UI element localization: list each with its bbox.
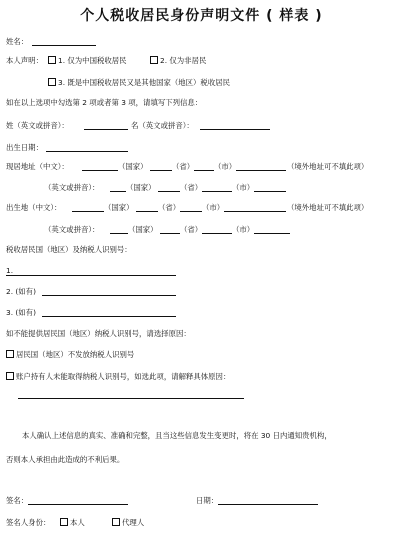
birth-province-en-text: （省） <box>180 225 203 234</box>
current-city-en-field[interactable] <box>202 191 232 192</box>
current-country-en-field[interactable] <box>110 191 126 192</box>
birth-country-field[interactable] <box>72 211 104 212</box>
checkbox[interactable] <box>150 56 158 64</box>
checkbox[interactable] <box>48 78 56 86</box>
tax-country-label: 税收居民国（地区）及纳税人识别号： <box>6 245 132 254</box>
signer-agent-text: 代理人 <box>122 518 145 527</box>
checkbox[interactable] <box>6 350 14 358</box>
birthplace-note: （境外地址可不填此项） <box>287 203 369 212</box>
no-tin-explanation-field[interactable] <box>18 398 244 399</box>
checkbox[interactable] <box>6 372 14 380</box>
name-label: 姓名： <box>6 37 29 46</box>
statement-line-2: 否则本人承担由此造成的不利后果。 <box>6 455 125 464</box>
checkbox[interactable] <box>60 518 68 526</box>
surname-label: 姓（英文或拼音）： <box>6 121 69 130</box>
option-2-text: 2. 仅为非居民 <box>160 56 207 65</box>
declaration-option-3[interactable] <box>48 78 230 87</box>
signer-self-text: 本人 <box>70 518 85 527</box>
current-address-en-detail-field[interactable] <box>254 191 286 192</box>
birthplace-detail-field[interactable] <box>224 211 286 212</box>
no-tin-reason-1[interactable] <box>6 350 134 359</box>
tax-row-2-field[interactable] <box>42 295 176 296</box>
birthplace-en-label: （英文或拼音）： <box>44 225 100 234</box>
current-province-field[interactable] <box>150 170 172 171</box>
current-city-en-text: （市） <box>232 183 255 192</box>
current-address-label: 现居地址（中文）： <box>6 162 69 171</box>
birth-city-en-field[interactable] <box>202 233 232 234</box>
option-3-text: 3. 既是中国税收居民又是其他国家（地区）税收居民 <box>58 78 230 87</box>
current-address-en-label: （英文或拼音）： <box>44 183 100 192</box>
tax-row-2-label: 2. (如有) <box>6 287 36 296</box>
surname-field[interactable] <box>84 129 128 130</box>
no-tin-reason-1-text: 居民国（地区）不发放纳税人识别号 <box>16 350 135 359</box>
current-country-text: （国家） <box>118 162 148 171</box>
given-name-field[interactable] <box>200 129 270 130</box>
statement-line-1: 本人确认上述信息的真实、准确和完整，且当这些信息发生变更时，将在 30 日内通知贵机构， <box>22 431 332 440</box>
declaration-option-2[interactable] <box>150 56 206 65</box>
option-1-text: 1. 仅为中国税收居民 <box>58 56 127 65</box>
current-address-detail-field[interactable] <box>236 170 286 171</box>
birth-province-field[interactable] <box>136 211 158 212</box>
current-province-text: （省） <box>172 162 195 171</box>
birth-country-en-text: （国家） <box>128 225 158 234</box>
instruction-text: 如在以上选项中勾选第 2 项或者第 3 项，请填写下列信息： <box>6 98 203 107</box>
sign-label: 签名： <box>6 496 29 505</box>
current-city-text: （市） <box>214 162 237 171</box>
current-address-note: （境外地址可不填此项） <box>287 162 369 171</box>
signer-identity-label: 签名人身份： <box>6 518 51 527</box>
birth-city-field[interactable] <box>180 211 202 212</box>
date-label: 日期： <box>196 496 219 505</box>
tax-row-1-field[interactable] <box>6 275 176 276</box>
form-title: 个人税收居民身份声明文件 ( 样表 ) <box>80 8 323 24</box>
declaration-label: 本人声明： <box>6 56 43 65</box>
given-name-label: 名（英文或拼音）： <box>131 121 194 130</box>
birthplace-en-detail-field[interactable] <box>254 233 290 234</box>
birth-city-text: （市） <box>202 203 225 212</box>
current-province-en-text: （省） <box>180 183 203 192</box>
tax-row-3-label: 3. (如有) <box>6 308 36 317</box>
birth-date-field[interactable] <box>46 151 128 152</box>
no-tin-reason-2[interactable] <box>6 372 230 381</box>
birth-province-text: （省） <box>158 203 181 212</box>
tax-row-1-label: 1. <box>6 266 14 275</box>
no-tin-label: 如不能提供居民国（地区）纳税人识别号，请选择原因： <box>6 329 191 338</box>
birth-country-en-field[interactable] <box>110 233 128 234</box>
birth-date-label: 出生日期： <box>6 143 43 152</box>
name-field[interactable] <box>32 45 96 46</box>
signer-agent-option[interactable] <box>112 518 144 527</box>
current-city-field[interactable] <box>194 170 214 171</box>
date-field[interactable] <box>218 504 318 505</box>
birth-country-text: （国家） <box>104 203 134 212</box>
signature-field[interactable] <box>28 504 128 505</box>
current-country-en-text: （国家） <box>126 183 156 192</box>
current-country-field[interactable] <box>82 170 118 171</box>
checkbox[interactable] <box>48 56 56 64</box>
tax-row-3-field[interactable] <box>42 316 176 317</box>
checkbox[interactable] <box>112 518 120 526</box>
signer-self-option[interactable] <box>60 518 85 527</box>
birthplace-label: 出生地（中文）： <box>6 203 62 212</box>
current-province-en-field[interactable] <box>158 191 180 192</box>
birth-city-en-text: （市） <box>232 225 255 234</box>
birth-province-en-field[interactable] <box>160 233 180 234</box>
no-tin-reason-2-text: 账户持有人未能取得纳税人识别号，如选此项，请解释具体原因： <box>16 372 231 381</box>
declaration-option-1[interactable] <box>48 56 127 65</box>
